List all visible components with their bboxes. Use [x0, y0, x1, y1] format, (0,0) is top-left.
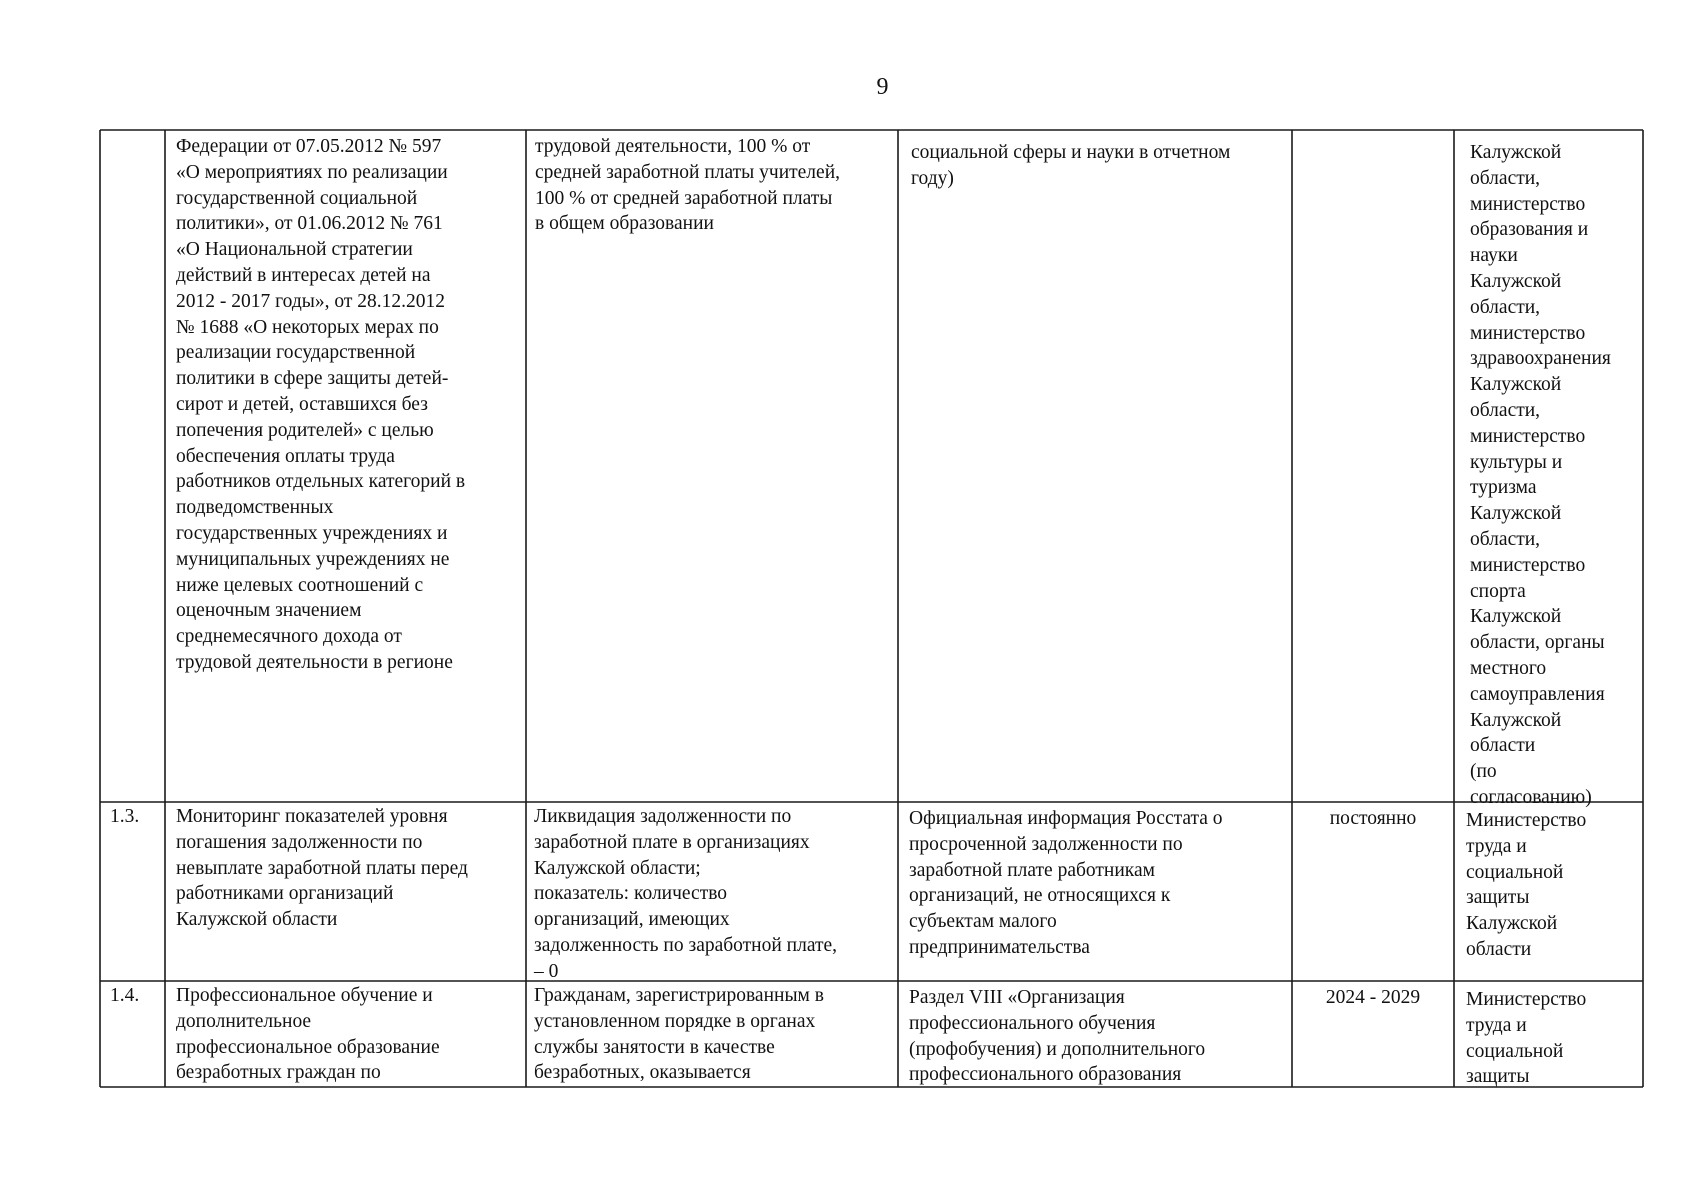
responsible-cell: Калужской области, министерство образования и науки Калужской области, министерство здравоохранения Калужской области, министерство культуры и туризма Калужской области, министерство спорта Калужской области, органы местного самоуправления Калужской области (по согласованию)	[1470, 142, 1611, 808]
activity-cell: Федерации от 07.05.2012 № 597 «О мероприятиях по реализации государственной социальной политики», от 01.06.2012 № 761 «О Национальной стратегии действий в интересах детей на 2012 - 2017 годы», от 28.12.2012 № 1688 «О некоторых мерах по реализации государственной политики в сфере защиты детей- сирот и детей, оставшихся без попечения родителей» с целью обеспечения оплаты труда работников отдельных категорий в подведомственных государственных учреждениях и муниципальных учреждениях не ниже целевых соотношений с оценочным значением среднемесячного дохода от трудовой деятельности в регионе	[176, 136, 466, 673]
deadline-cell: постоянно	[1329, 808, 1417, 829]
expected-result-cell: трудовой деятельности, 100 % от средней заработной платы учителей, 100 % от средней заработной платы в общем образовании	[535, 136, 841, 235]
page-number: 9	[876, 74, 889, 100]
responsible-cell: Министерство труда и социальной защиты Калужской области	[1466, 810, 1587, 960]
deadline-cell: 2024 - 2029	[1325, 987, 1421, 1008]
information-source-cell: социальной сферы и науки в отчетном году)	[911, 142, 1231, 189]
row-number-cell: 1.4.	[110, 985, 140, 1006]
expected-result-cell: Ликвидация задолженности по заработной плате в организациях Калужской области; показатель: количество организаций, имеющих задолженность по заработной плате, – 0	[534, 806, 838, 982]
responsible-cell: Министерство труда и социальной защиты	[1466, 989, 1587, 1088]
activity-cell: Мониторинг показателей уровня погашения задолженности по невыплате заработной платы перед работниками организаций Калужской области	[176, 806, 468, 931]
activity-cell: Профессиональное обучение и дополнительное профессиональное образование безработных граждан по	[176, 985, 440, 1084]
expected-result-cell: Гражданам, зарегистрированным в установленном порядке в органах службы занятости в качестве безработных, оказывается	[534, 985, 824, 1084]
row-number-cell: 1.3.	[110, 806, 140, 827]
information-source-cell: Раздел VIII «Организация профессионального обучения (профобучения) и дополнительного профессионального образования	[909, 987, 1206, 1086]
information-source-cell: Официальная информация Росстата о просроченной задолженности по заработной плате работникам организаций, не относящихся к субъектам малого предпринимательства	[909, 808, 1223, 958]
